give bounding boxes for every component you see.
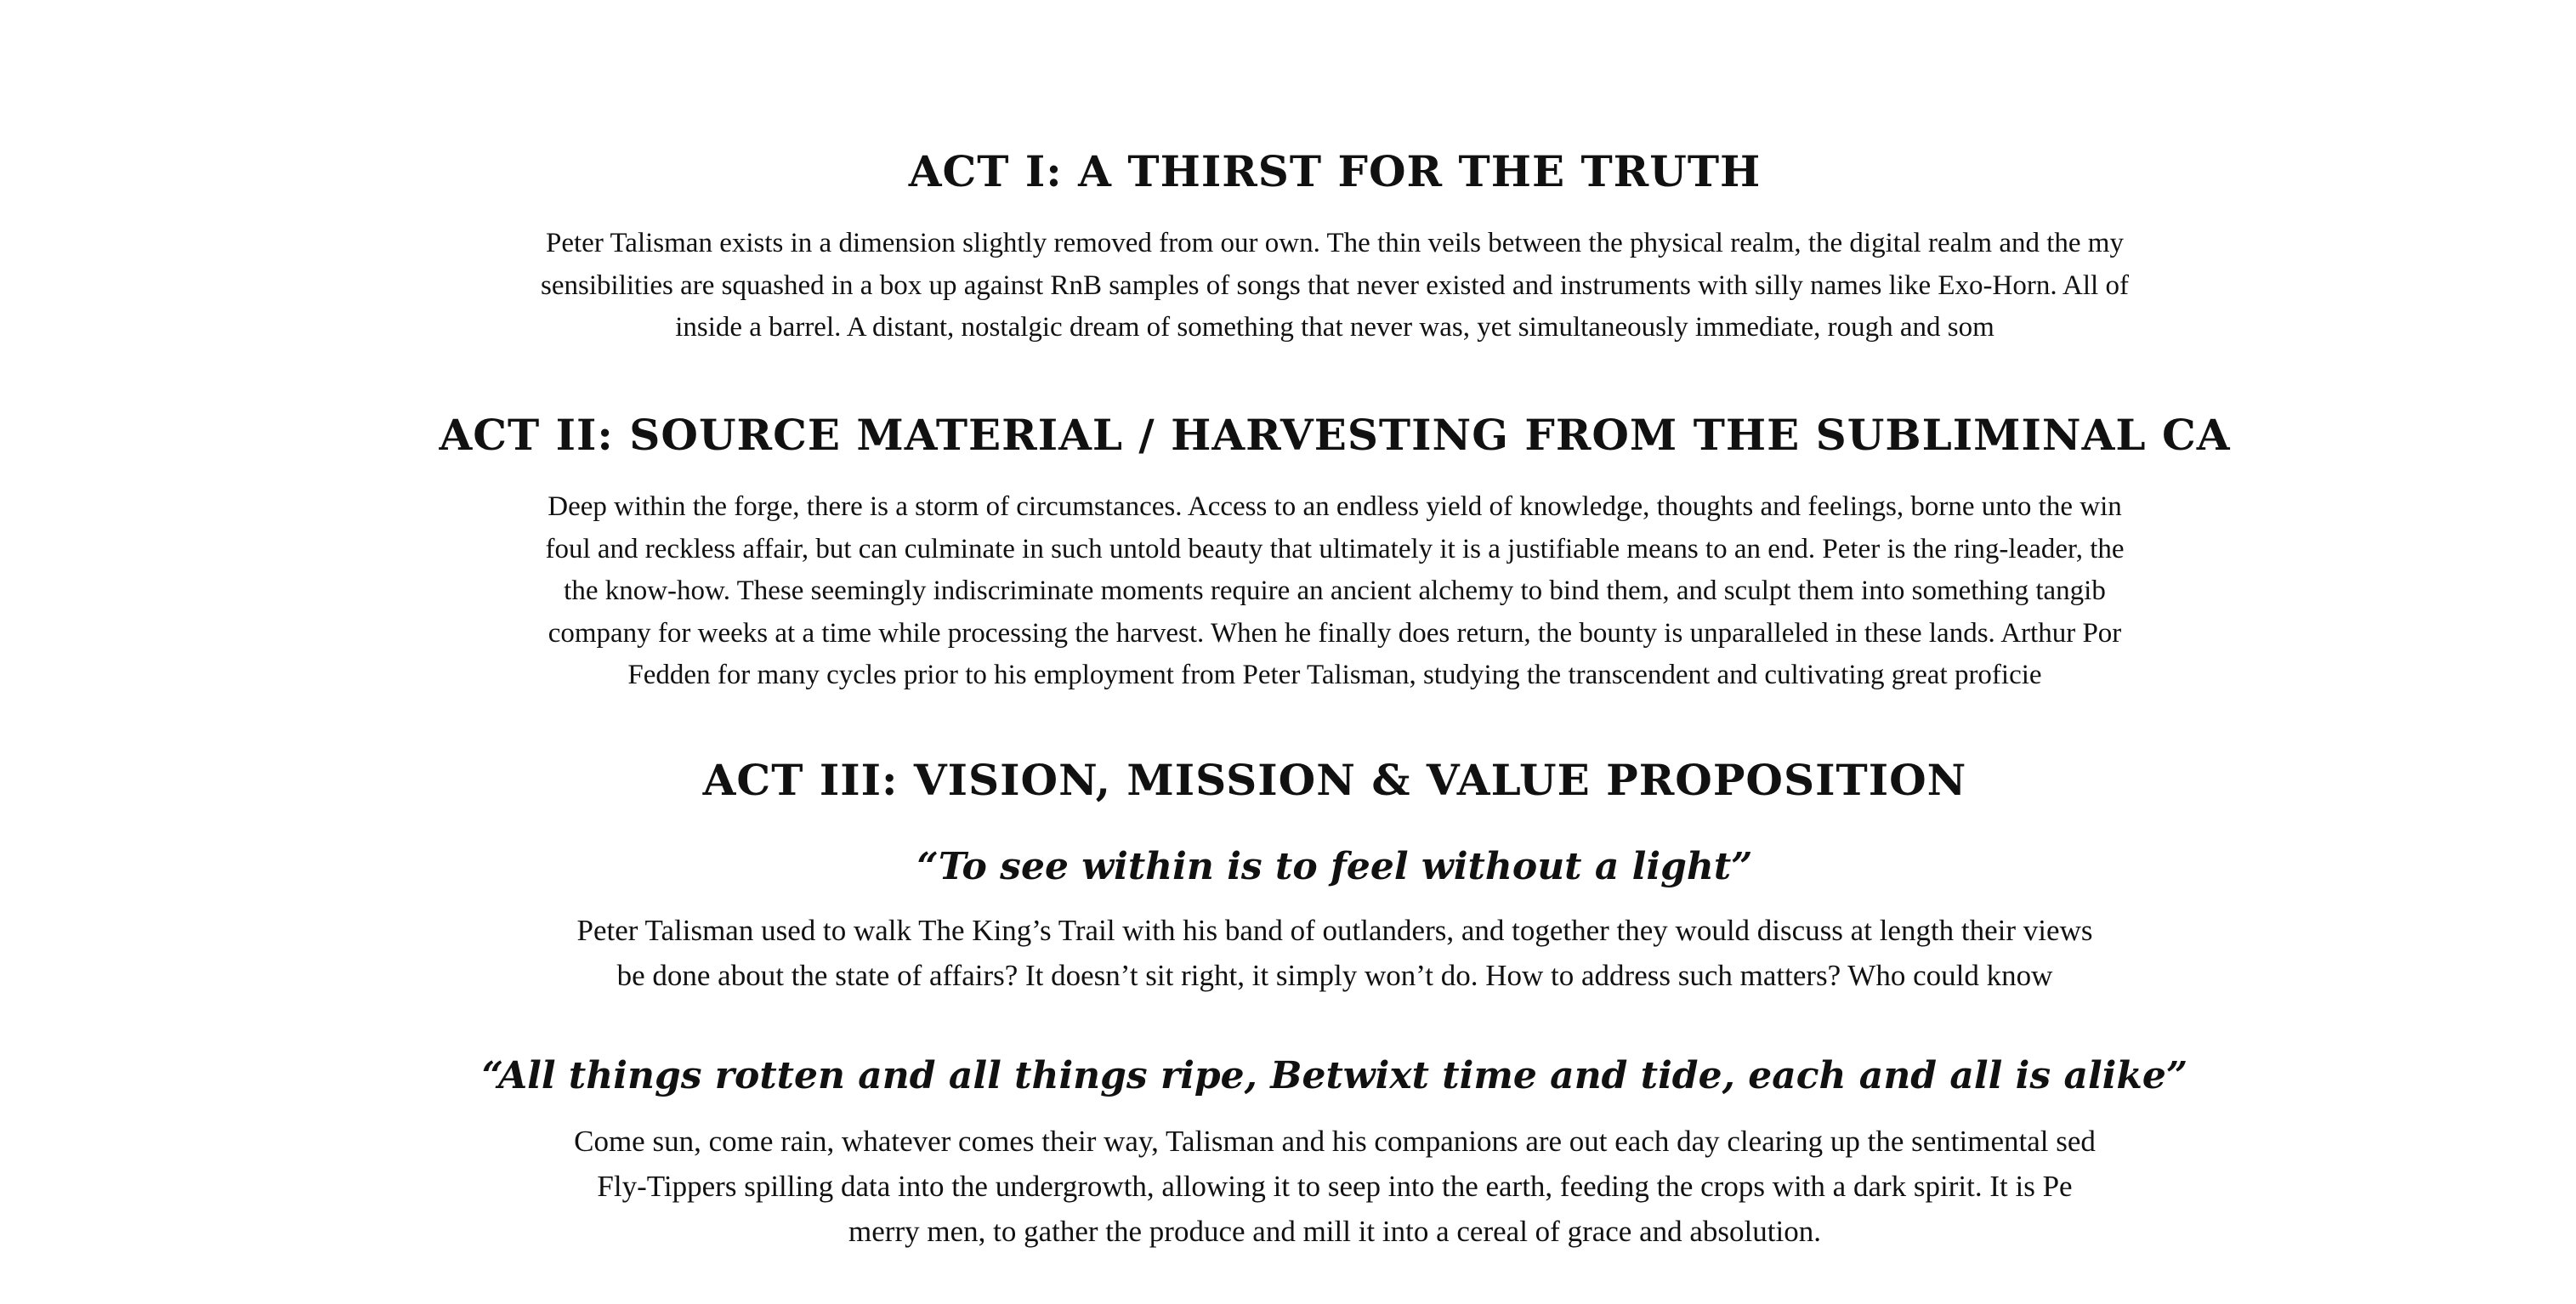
act-3-para-2-line-1: Come sun, come rain, whatever comes their way, Talisman and his companions are out each day clearing up the sentimental sed xyxy=(574,1125,2096,1158)
act-2-line-4: company for weeks at a time while processing the harvest. When he finally does return, the bounty is unparalleled in these lands. Arthur Por xyxy=(548,617,2122,649)
act-3-quote-1: “To see within is to feel without a light” xyxy=(916,845,1753,888)
act-3-para-2-line-3: merry men, to gather the produce and mill it into a cereal of grace and absolution. xyxy=(848,1215,1821,1248)
act-1-line-3: inside a barrel. A distant, nostalgic dream of something that never was, yet simultaneously immediate, rough and som xyxy=(675,312,1994,343)
act-3-para-1-line-1: Peter Talisman used to walk The King’s Trail with his band of outlanders, and together they would discuss at length their views xyxy=(576,914,2093,947)
act-2-paragraph xyxy=(94,486,2576,697)
act-2-line-3: the know-how. These seemingly indiscriminate moments require an ancient alchemy to bind them, and sculpt them into something tangib xyxy=(564,575,2106,606)
act-3-paragraph-2 xyxy=(94,1119,2576,1254)
act-2-line-1: Deep within the forge, there is a storm of circumstances. Access to an endless yield of knowledge, thoughts and feelings, borne unto the win xyxy=(548,491,2122,522)
act-2-line-2: foul and reckless affair, but can culminate in such untold beauty that ultimately it is a justifiable means to an end. Peter is the ring-leader, the xyxy=(545,533,2125,564)
act-2-line-5: Fedden for many cycles prior to his employment from Peter Talisman, studying the transcendent and cultivating great proficie xyxy=(627,660,2042,690)
act-3-para-1-line-2: be done about the state of affairs? It doesn’t sit right, it simply won’t do. How to address such matters? Who could know xyxy=(616,959,2053,992)
act-1-heading: ACT I: A THIRST FOR THE TRUTH xyxy=(908,146,1762,196)
act-3-para-2-line-2: Fly-Tippers spilling data into the undergrowth, allowing it to seep into the earth, feeding the crops with a dark spirit. It is Pe xyxy=(597,1170,2073,1203)
act-3-paragraph-1 xyxy=(94,908,2576,998)
act-3-quote-2: “All things rotten and all things ripe, Betwixt time and tide, each and all is alike” xyxy=(481,1054,2188,1097)
act-1-line-2: sensibilities are squashed in a box up against RnB samples of songs that never existed and instruments with silly names like Exo-Horn. All of xyxy=(541,269,2129,301)
act-1-line-1: Peter Talisman exists in a dimension slightly removed from our own. The thin veils between the physical realm, the digital realm and the my xyxy=(546,228,2124,258)
act-3-heading: ACT III: VISION, MISSION & VALUE PROPOSITION xyxy=(702,755,1967,805)
act-1-paragraph xyxy=(94,223,2576,349)
act-2-heading: ACT II: SOURCE MATERIAL / HARVESTING FROM THE SUBLIMINAL CA xyxy=(439,410,2231,460)
